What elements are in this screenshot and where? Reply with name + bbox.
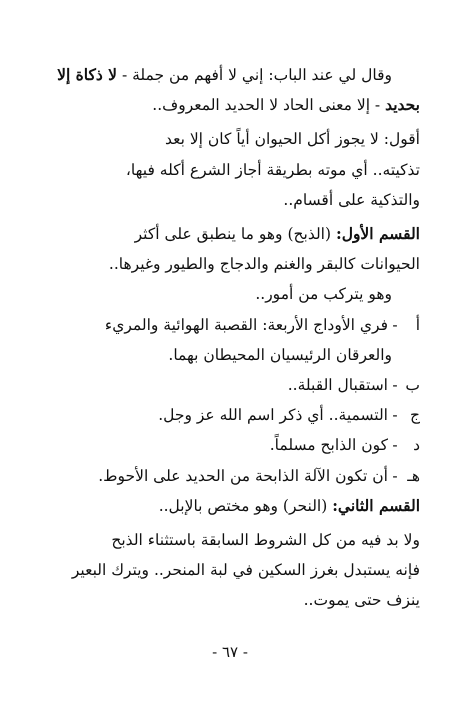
paragraph-3-line-2: الحيوانات كالبقر والغنم والدجاج والطيور وغيرها.. [108, 255, 420, 274]
body-text [50, 60, 420, 616]
section-label: القسم الأول: [335, 224, 420, 244]
paragraph-3-line-1 [50, 219, 420, 249]
paragraph-1-line-2 [50, 90, 420, 120]
list-item [50, 310, 420, 340]
list-text: أن تكون الآلة الذابحة من الحديد على الأحوط. [98, 466, 388, 485]
list-dash: - [392, 376, 398, 395]
list-letter: ب [405, 376, 420, 395]
list-text: فري الأوداج الأربعة: القصبة الهوائية والمريء [104, 315, 388, 334]
paragraph-1-line-1 [50, 60, 420, 90]
paragraph-4-line-1: وهو يتركب من أمور.. [255, 285, 392, 304]
list-dash: - [392, 406, 398, 425]
list-dash: - [392, 436, 398, 455]
list-dash: - [392, 466, 398, 485]
list-letter: أ [415, 315, 420, 334]
paragraph-6-line-3: ينزف حتى يموت.. [303, 591, 420, 610]
section-label: القسم الثاني: [332, 495, 420, 515]
list-letter: د [413, 436, 420, 455]
page-number: - ٦٧ - [212, 643, 248, 661]
list-text: كون الذابح مسلماً. [269, 436, 388, 455]
paragraph-2-line-2: تذكيته.. أي موته بطريقة أجاز الشرع أكله فيها، [125, 160, 420, 179]
text-span: (النحر) وهو مختص بالإبل.. [158, 496, 333, 515]
list-letter: هـ [407, 466, 420, 485]
paragraph-2-line-3: والتذكية على أقسام.. [283, 190, 420, 209]
list-text: التسمية.. أي ذكر اسم الله عز وجل. [158, 406, 388, 425]
text-span: (الذبح) وهو ما ينطبق على أكثر [134, 225, 336, 244]
list-letter: ج [409, 406, 420, 425]
list-text: استقبال القبلة.. [287, 376, 388, 395]
list-item [50, 430, 420, 460]
list-item [50, 400, 420, 430]
paragraph-2-line-1: أقول: لا يجوز أكل الحيوان أياً كان إلا بعد [164, 130, 420, 149]
text-span: - إلا معنى الحاد لا الحديد المعروف.. [152, 96, 386, 115]
list-item [50, 370, 420, 400]
bold-quote: لا ذكاة إلا [57, 65, 118, 84]
text-span: وقال لي عند الباب: إني لا أفهم من جملة - [117, 66, 392, 84]
list-item [50, 461, 420, 491]
paragraph-5-line-1 [50, 491, 420, 521]
list-item-continuation: والعرقان الرئيسيان المحيطان بهما. [168, 345, 392, 364]
bold-quote: بحديد [385, 95, 420, 115]
list-dash: - [392, 315, 398, 334]
paragraph-6-line-2: فإنه يستبدل بغرز السكين في لبة المنحر.. ويترك البعير [71, 561, 420, 580]
paragraph-6-line-1: ولا بد فيه من كل الشروط السابقة باستثناء الذبح [111, 531, 420, 550]
